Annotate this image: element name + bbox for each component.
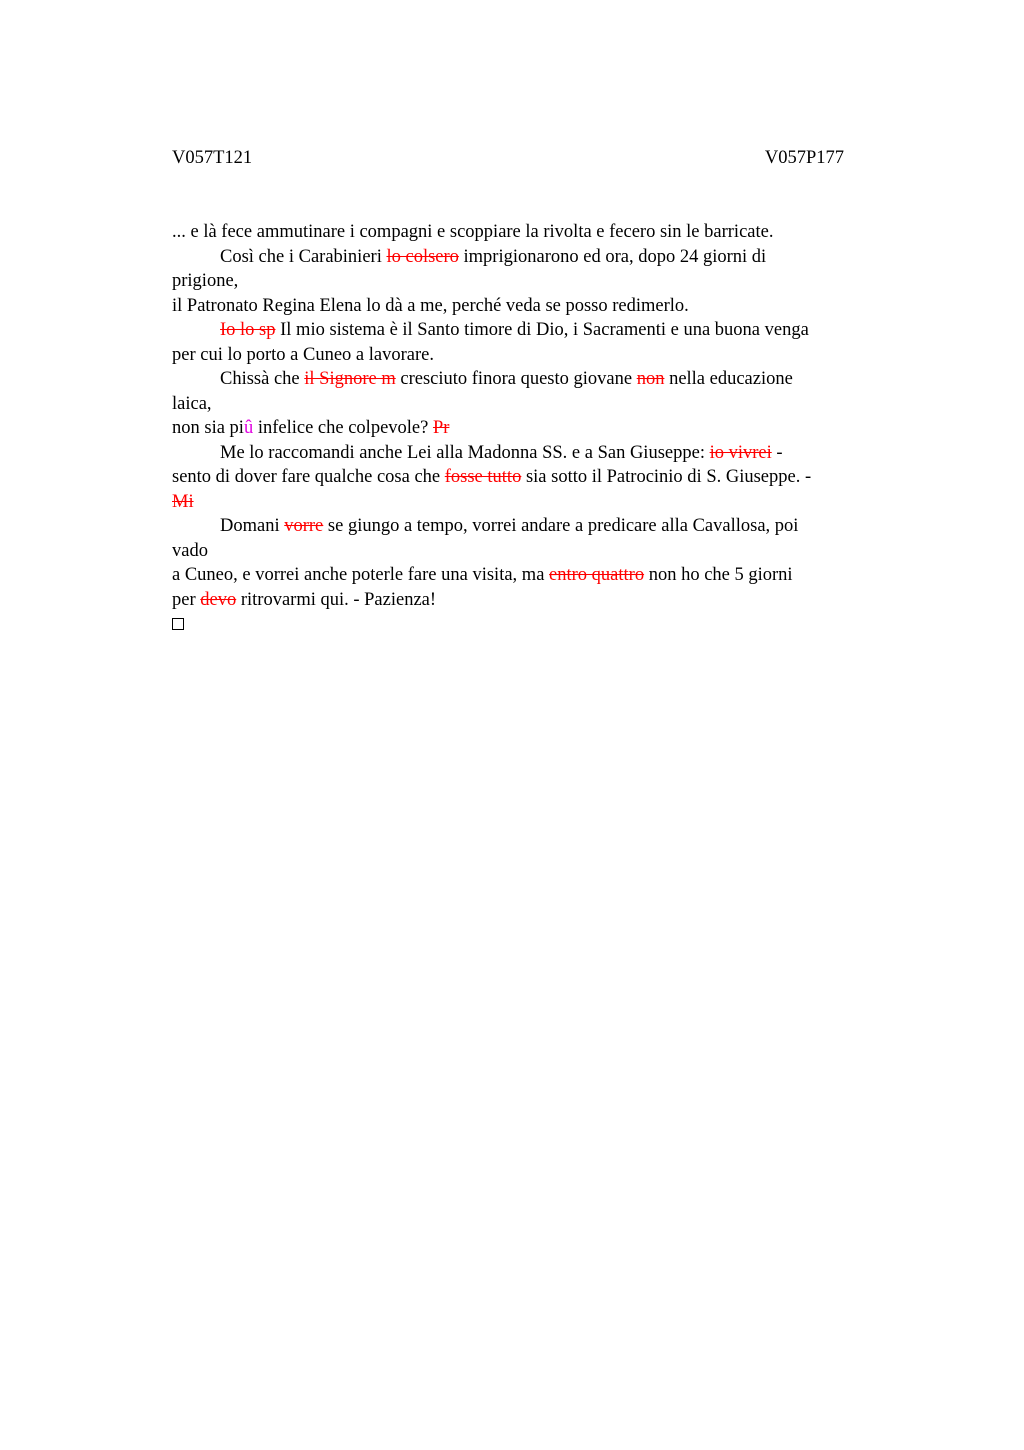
text-segment: laica, (172, 393, 212, 414)
deleted-text: Pr (432, 418, 450, 438)
text-line (172, 514, 892, 539)
text-segment: Il mio sistema è il Santo timore di Dio, i Sacramenti e una buona venga (275, 320, 809, 340)
deleted-text: non (636, 369, 665, 389)
text-line (172, 367, 892, 392)
text-segment: nella educazione (664, 369, 793, 389)
text-segment: Me lo raccomandi anche Lei alla Madonna SS. e a San Giuseppe: (220, 442, 710, 463)
text-line (172, 563, 892, 588)
text-line (172, 245, 892, 270)
text-segment: Chissà che (220, 369, 305, 389)
text-segment: a Cuneo, e vorrei anche poterle fare una visita, ma (172, 565, 550, 585)
text-line (172, 318, 892, 343)
document-code: V057T121 (172, 148, 253, 168)
text-line (172, 441, 892, 466)
deleted-text: vorre (284, 516, 324, 536)
deleted-text: il Signore m (304, 369, 396, 389)
text-segment: infelice che colpevole? (253, 418, 433, 438)
text-line (172, 588, 892, 613)
text-segment: per (172, 589, 201, 610)
empty-square-icon (172, 618, 184, 630)
deleted-text: entro quattro (549, 565, 645, 585)
text-segment: il Patronato Regina Elena lo dà a me, perché veda se posso redimerlo. (172, 295, 689, 316)
text-line (172, 269, 892, 294)
text-line (172, 343, 892, 368)
end-marker-line (172, 612, 892, 637)
text-segment: Così che i Carabinieri (220, 246, 387, 267)
deleted-text: Mi (172, 491, 194, 512)
text-line (172, 539, 892, 564)
text-segment: imprigionarono ed ora, dopo 24 giorni di (458, 246, 767, 267)
text-segment: Domani (220, 516, 285, 536)
text-segment: sento di dover fare qualche cosa che (172, 467, 445, 487)
text-segment: non ho che 5 giorni (644, 565, 793, 585)
deleted-text: Io lo sp (220, 320, 276, 340)
text-segment: sia sotto il Patrocinio di S. Giuseppe. - (521, 467, 812, 487)
page-code: V057P177 (764, 148, 844, 168)
letter-body (172, 220, 892, 637)
deleted-text: lo colsero (386, 246, 459, 267)
text-line (172, 220, 892, 245)
text-line (172, 465, 892, 490)
inserted-text: û (243, 418, 254, 438)
deleted-text: io vivrei (709, 442, 772, 463)
deleted-text: fosse tutto (444, 467, 522, 487)
text-line (172, 294, 892, 319)
text-segment: per cui lo porto a Cuneo a lavorare. (172, 344, 434, 365)
text-segment: cresciuto finora questo giovane (395, 369, 637, 389)
text-segment: ... e là fece ammutinare i compagni e scoppiare la rivolta e fecero sin le barricate. (172, 222, 774, 242)
text-segment: vado (172, 540, 208, 561)
text-line (172, 490, 892, 515)
text-segment: - (771, 442, 783, 463)
text-segment: non sia pi (172, 418, 244, 438)
text-segment: ritrovarmi qui. - Pazienza! (236, 589, 437, 610)
page-header (172, 147, 844, 169)
text-segment: prigione, (172, 271, 239, 291)
text-line (172, 416, 892, 441)
text-segment: se giungo a tempo, vorrei andare a predicare alla Cavallosa, poi (323, 516, 799, 536)
text-line (172, 392, 892, 417)
deleted-text: devo (200, 589, 237, 610)
